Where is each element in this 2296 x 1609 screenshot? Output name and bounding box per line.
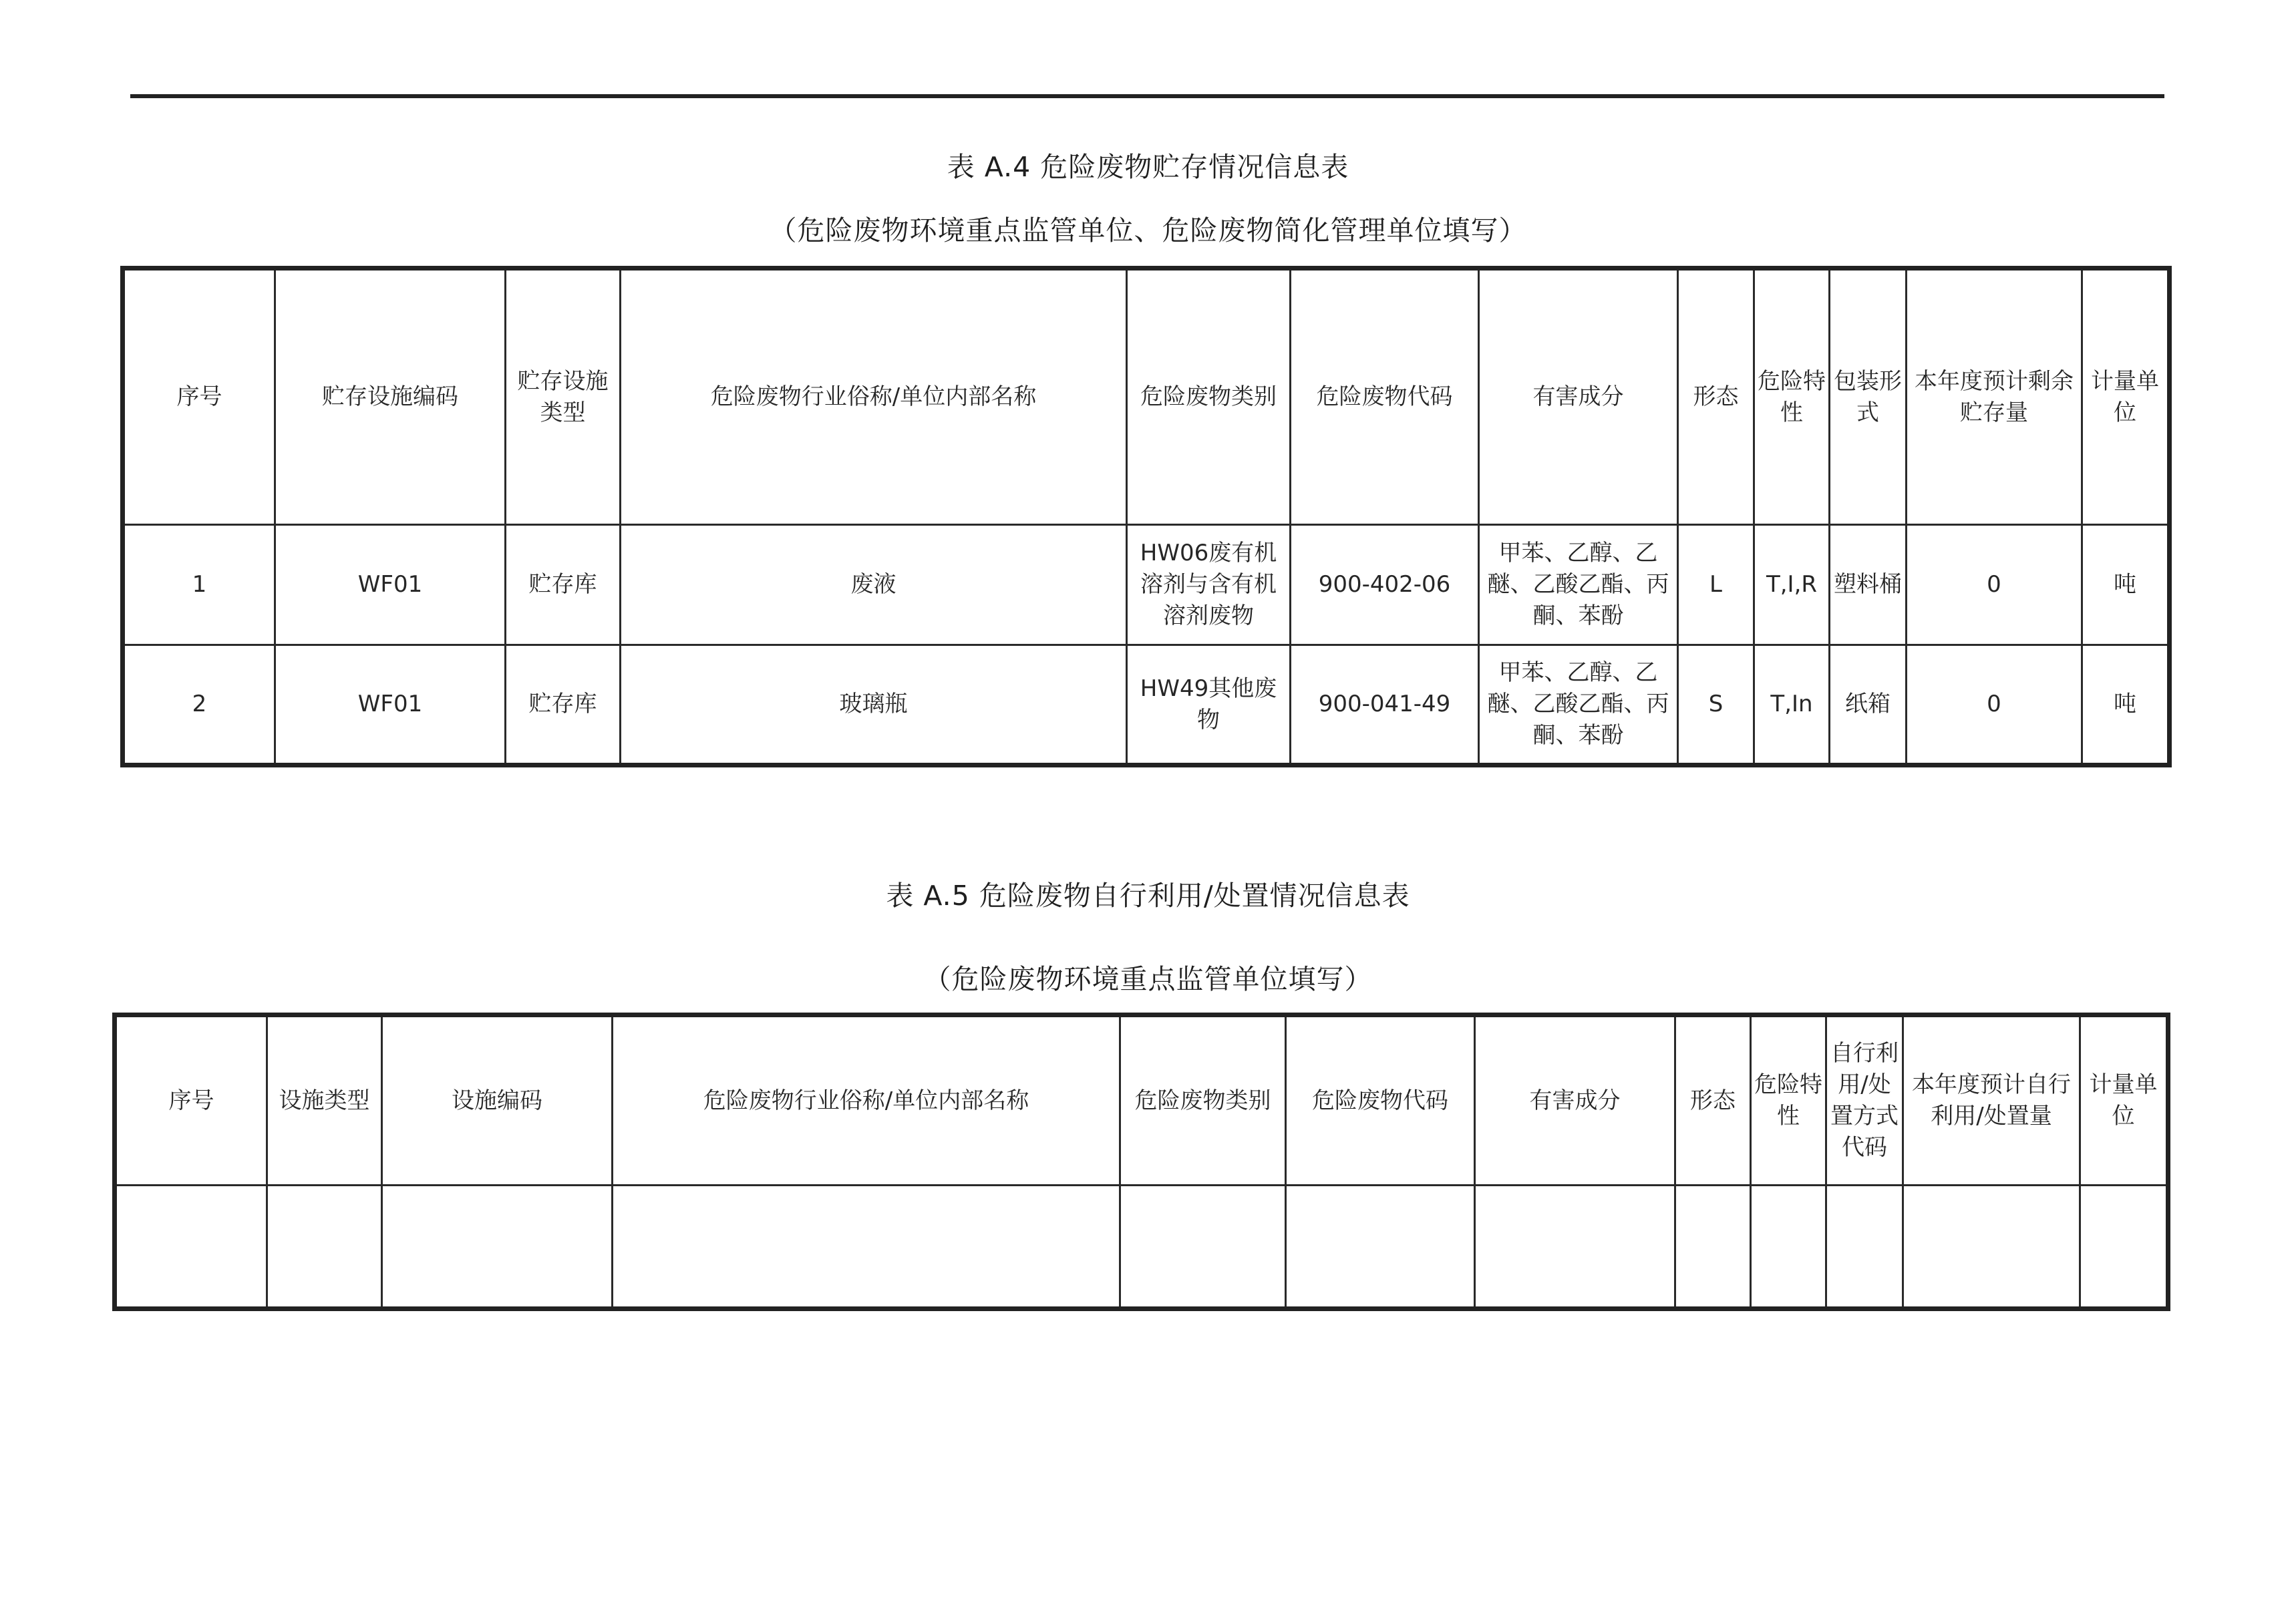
table-cell: 甲苯、乙醇、乙醚、乙酸乙酯、丙酮、苯酚 <box>1479 645 1678 765</box>
header-cell: 危险废物类别 <box>1127 269 1291 525</box>
table-cell <box>613 1186 1120 1309</box>
table-cell: L <box>1678 525 1754 645</box>
table-a5-subtitle: （危险废物环境重点监管单位填写） <box>923 963 1373 995</box>
table-cell: 塑料桶 <box>1830 525 1907 645</box>
header-cell: 序号 <box>115 1015 267 1186</box>
table-cell: 废液 <box>621 525 1127 645</box>
table-row <box>123 645 2170 765</box>
table-cell <box>1675 1186 1751 1309</box>
header-cell: 本年度预计自行利用/处置量 <box>1903 1015 2080 1186</box>
table-cell: HW06废有机溶剂与含有机溶剂废物 <box>1127 525 1291 645</box>
header-cell: 危险特性 <box>1754 269 1830 525</box>
header-cell: 危险废物类别 <box>1120 1015 1286 1186</box>
table-a5 <box>112 1013 2170 1311</box>
table-cell: 玻璃瓶 <box>621 645 1127 765</box>
header-cell: 本年度预计剩余贮存量 <box>1907 269 2082 525</box>
header-cell: 设施类型 <box>267 1015 382 1186</box>
header-cell: 计量单位 <box>2082 269 2170 525</box>
table-cell: 0 <box>1907 645 2082 765</box>
table-row <box>115 1186 2168 1309</box>
top-rule <box>130 94 2164 98</box>
table-cell <box>2080 1186 2168 1309</box>
table-cell: 吨 <box>2082 525 2170 645</box>
table-a4-title: 表 A.4 危险废物贮存情况信息表 <box>947 151 1349 183</box>
table-cell: WF01 <box>275 525 506 645</box>
table-cell: 900-041-49 <box>1291 645 1479 765</box>
header-cell: 危险特性 <box>1751 1015 1826 1186</box>
table-cell: S <box>1678 645 1754 765</box>
table-cell <box>115 1186 267 1309</box>
header-cell: 形态 <box>1675 1015 1751 1186</box>
header-cell: 危险废物行业俗称/单位内部名称 <box>621 269 1127 525</box>
table-cell: 900-402-06 <box>1291 525 1479 645</box>
table-cell: 1 <box>123 525 275 645</box>
table-cell: WF01 <box>275 645 506 765</box>
table-cell <box>267 1186 382 1309</box>
header-cell: 危险废物代码 <box>1286 1015 1475 1186</box>
table-cell: 2 <box>123 645 275 765</box>
table-cell: 甲苯、乙醇、乙醚、乙酸乙酯、丙酮、苯酚 <box>1479 525 1678 645</box>
table-cell <box>1903 1186 2080 1309</box>
table-cell: HW49其他废物 <box>1127 645 1291 765</box>
table-a4-subtitle: （危险废物环境重点监管单位、危险废物简化管理单位填写） <box>769 214 1527 246</box>
table-cell: 贮存库 <box>506 645 621 765</box>
table-row <box>123 525 2170 645</box>
table-cell <box>382 1186 613 1309</box>
header-cell: 危险废物代码 <box>1291 269 1479 525</box>
table-a5-title: 表 A.5 危险废物自行利用/处置情况信息表 <box>886 880 1410 912</box>
table-cell: 0 <box>1907 525 2082 645</box>
header-cell: 设施编码 <box>382 1015 613 1186</box>
header-row <box>115 1015 2168 1186</box>
header-cell: 有害成分 <box>1475 1015 1675 1186</box>
header-cell: 形态 <box>1678 269 1754 525</box>
header-cell: 贮存设施类型 <box>506 269 621 525</box>
table-cell <box>1286 1186 1475 1309</box>
table-cell: 纸箱 <box>1830 645 1907 765</box>
header-cell: 贮存设施编码 <box>275 269 506 525</box>
header-cell: 计量单位 <box>2080 1015 2168 1186</box>
table-cell <box>1751 1186 1826 1309</box>
table-cell: T,In <box>1754 645 1830 765</box>
header-cell: 序号 <box>123 269 275 525</box>
table-cell: 贮存库 <box>506 525 621 645</box>
header-row <box>123 269 2170 525</box>
header-cell: 危险废物行业俗称/单位内部名称 <box>613 1015 1120 1186</box>
table-cell: T,I,R <box>1754 525 1830 645</box>
header-cell: 有害成分 <box>1479 269 1678 525</box>
table-cell <box>1120 1186 1286 1309</box>
header-cell: 自行利用/处置方式代码 <box>1826 1015 1903 1186</box>
header-cell: 包装形式 <box>1830 269 1907 525</box>
table-cell: 吨 <box>2082 645 2170 765</box>
table-cell <box>1826 1186 1903 1309</box>
table-a4 <box>120 266 2172 767</box>
table-cell <box>1475 1186 1675 1309</box>
